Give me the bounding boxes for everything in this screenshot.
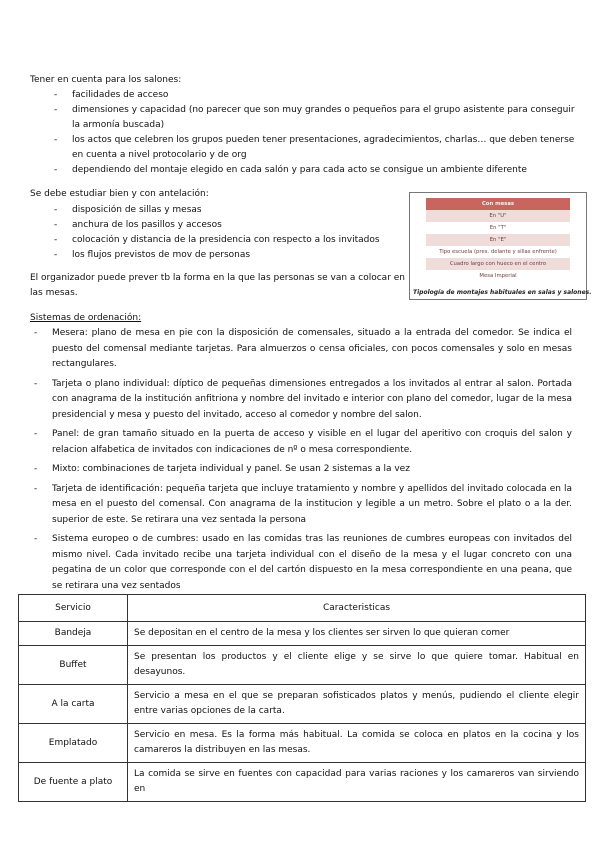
sistemas-list — [30, 326, 572, 598]
sistemas-heading: Sistemas de ordenación: — [30, 313, 142, 323]
table-row — [19, 622, 586, 646]
table-cell: Se depositan en el centro de la mesa y los clientes ser sirven lo que quieran comer — [128, 622, 586, 646]
table-cell: Se presentan los productos y el cliente elige y se sirve lo que quiere tomar. Habitual en desayunos. — [128, 646, 586, 685]
intro-text: Tener en cuenta para los salones: — [30, 75, 182, 85]
list-item: - disposición de sillas y mesas — [54, 203, 394, 218]
table-cell: Servicio en mesa. Es la forma más habitual. La comida se coloca en platos en la cocina y los camareros la distribuyen en las mesas. — [128, 724, 586, 763]
table-cell: Emplatado — [19, 724, 128, 763]
servicios-table — [18, 594, 586, 802]
list-item: - Mesera: plano de mesa en pie con la disposición de comensales, situado a la entrada del comedor. Se indica el puesto del comensal mediante tarjetas. Para almuerzos o censa oficiales, con pocos comensales y solo en mesas rectangulares. — [30, 326, 572, 373]
table-header-row — [19, 595, 586, 622]
list-item: - Mixto: combinaciones de tarjeta individual y panel. Se usan 2 sistemas a la vez — [30, 462, 572, 478]
figure-row: Mesa Imperial — [426, 270, 570, 282]
table-cell: La comida se sirve en fuentes con capacidad para varias raciones y los camareros van sirviendo en — [128, 763, 586, 802]
table-row — [19, 685, 586, 724]
table-header-cell: Servicio — [19, 595, 128, 622]
figure-row: En "E" — [426, 234, 570, 246]
montajes-figure — [409, 192, 592, 300]
estudiar-list — [54, 203, 394, 263]
list-item: - colocación y distancia de la presidencia con respecto a los invitados — [54, 233, 394, 248]
list-item: - Panel: de gran tamaño situado en la puerta de acceso y visible en el lugar del aperitivo con croquis del salon y relacion alfabetica de invitados con indicaciones de nº o mesa correspondiente. — [30, 427, 572, 458]
list-item: - dimensiones y capacidad (no parecer que son muy grandes o pequeños para el grupo asistente para conseguir la armonía buscada) — [54, 103, 584, 133]
list-item: - dependiendo del montaje elegido en cada salón y para cada acto se consigue un ambiente diferente — [54, 163, 584, 178]
figure-row: Tipo escuela (pres. delante y sillas enfrente) — [426, 246, 570, 258]
table-cell: De fuente a plato — [19, 763, 128, 802]
figure-row: Cuadro largo con hueco en el centro — [426, 258, 570, 270]
estudiar-heading: Se debe estudiar bien y con antelación: — [30, 189, 209, 199]
table-cell: Servicio a mesa en el que se preparan sofisticados platos y menús, pudiendo el cliente elegir entre varias opciones de la carta. — [128, 685, 586, 724]
salones-list — [54, 88, 584, 178]
list-item: - Sistema europeo o de cumbres: usado en las comidas tras las reuniones de cumbres europeas con invitados del mismo nivel. Cada invitado recibe una tarjeta individual con el diseño de la mesa y el lugar concreto con una pegatina de un color que corresponde con el del cartón dispuesto en la mesa correspondiente en una peana, que se retirara una vez sentados — [30, 532, 572, 594]
list-item: - los flujos previstos de mov de personas — [54, 248, 394, 263]
figure-caption: Tipología de montajes habituales en salas y salones. — [413, 289, 592, 296]
figure-row: En "T" — [426, 222, 570, 234]
list-item: - los actos que celebren los grupos pueden tener presentaciones, agradecimientos, charlas… que deben tenerse en cuenta a nivel protocolario y de org — [54, 133, 584, 163]
list-item: - Tarjeta de identificación: pequeña tarjeta que incluye tratamiento y nombre y apellidos del invitado colocada en la mesa en el puesto del comensal. Con anagrama de la institucion y legible a un metro. Sobre el plato o a la der. superior de este. Se retirara una vez sentada la persona — [30, 482, 572, 529]
list-item: - Tarjeta o plano individual: díptico de pequeñas dimensiones entregados a los invitados al entrar al salon. Portada con anagrama de la institución anfitriona y nombre del invitado e interior con plano del comedor, lugar de la mesa presidencial y mesa y puesto del invitado, acceso al comedor y nombre del salon. — [30, 377, 572, 424]
figure-row: Con mesas — [426, 198, 570, 210]
organizer-text: El organizador puede prever tb la forma en la que las personas se van a colocar en las mesas. — [30, 273, 405, 298]
table-row — [19, 646, 586, 685]
table-header-cell: Caracteristicas — [128, 595, 586, 622]
list-item: - anchura de los pasillos y accesos — [54, 218, 394, 233]
figure-table — [426, 198, 570, 282]
table-row — [19, 763, 586, 802]
table-cell: A la carta — [19, 685, 128, 724]
list-item: - facilidades de acceso — [54, 88, 584, 103]
table-cell: Buffet — [19, 646, 128, 685]
figure-row: En "U" — [426, 210, 570, 222]
table-row — [19, 724, 586, 763]
table-cell: Bandeja — [19, 622, 128, 646]
